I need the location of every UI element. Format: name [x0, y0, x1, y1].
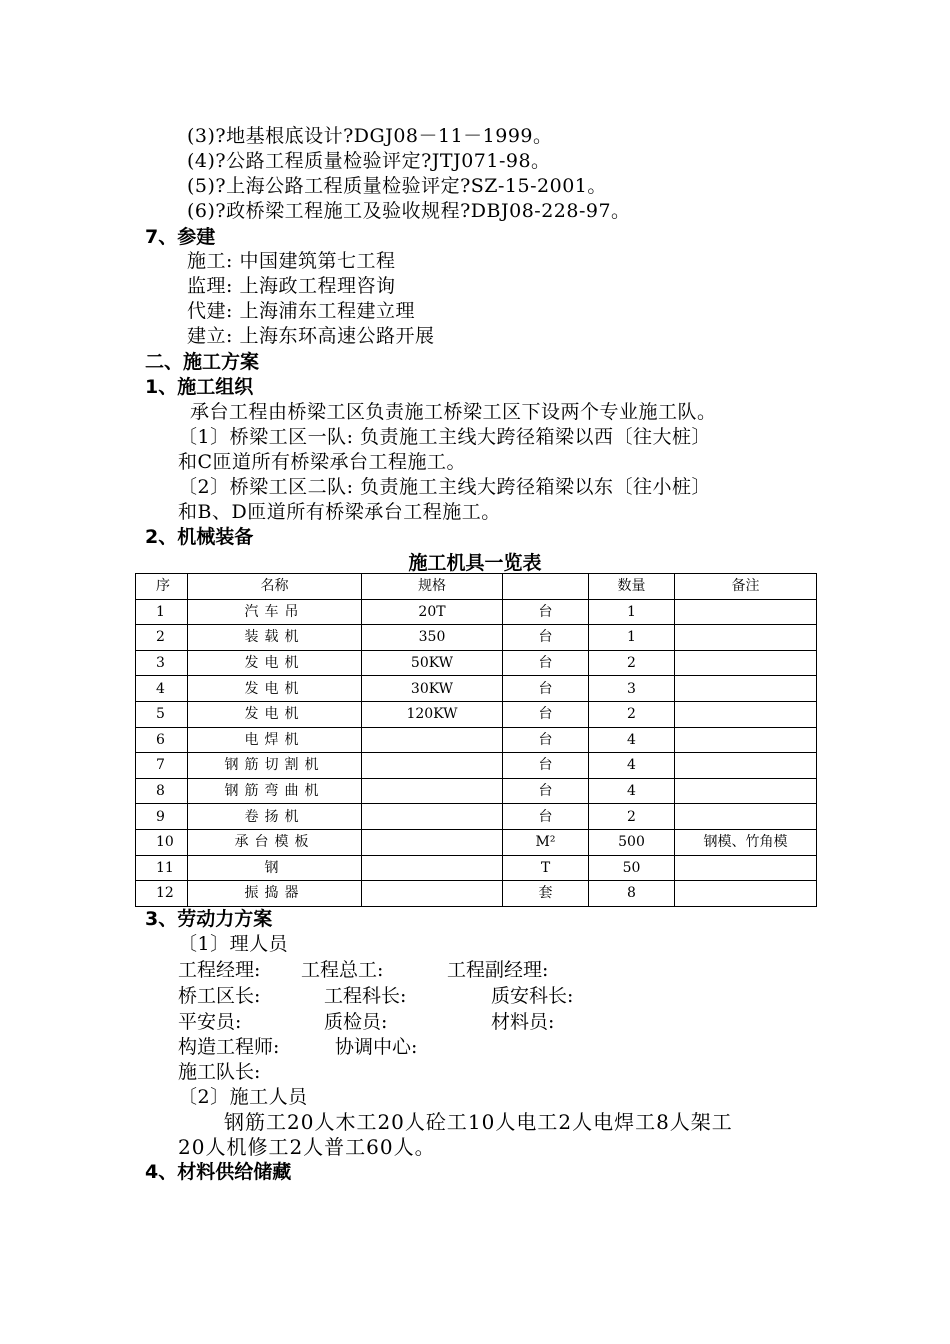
- table-cell: 8: [136, 778, 188, 804]
- workers-heading: 〔2〕施工人员: [178, 1086, 308, 1108]
- table-cell: 电焊机: [188, 727, 362, 753]
- role-label: 桥工区长:: [178, 985, 261, 1007]
- table-row: [136, 676, 817, 702]
- organization-line: 承台工程由桥梁工区负责施工桥梁工区下设两个专业施工队。: [190, 401, 717, 423]
- participant-item: 代建: 上海浦东工程建立理: [187, 300, 415, 322]
- table-cell: 20T: [362, 599, 503, 625]
- table-cell: [362, 829, 503, 855]
- table-cell: 装载机: [188, 625, 362, 651]
- standard-item: (5)?上海公路工程质量检验评定?SZ-15-2001。: [187, 175, 607, 197]
- role-label: 工程科长:: [324, 985, 407, 1007]
- table-header-cell: 数量: [589, 574, 675, 600]
- table-cell: 台: [503, 804, 589, 830]
- section-heading-participants: 7、参建: [145, 226, 216, 248]
- table-cell: [362, 727, 503, 753]
- table-cell: [675, 778, 817, 804]
- table-cell: [362, 804, 503, 830]
- table-cell: 台: [503, 676, 589, 702]
- table-cell: 发电机: [188, 676, 362, 702]
- table-cell: 2: [589, 701, 675, 727]
- table-cell: 台: [503, 778, 589, 804]
- table-cell: 台: [503, 753, 589, 779]
- table-cell: 2: [589, 804, 675, 830]
- table-cell: 台: [503, 701, 589, 727]
- table-cell: [675, 881, 817, 907]
- table-cell: 1: [589, 625, 675, 651]
- section-heading-organization: 1、施工组织: [145, 376, 254, 398]
- role-label: 质安科长:: [491, 985, 574, 1007]
- table-cell: 500: [589, 829, 675, 855]
- table-header-cell: [503, 574, 589, 600]
- table-row: [136, 599, 817, 625]
- table-cell: [675, 753, 817, 779]
- table-cell: 12: [136, 881, 188, 907]
- table-row: [136, 855, 817, 881]
- participant-item: 监理: 上海政工程理咨询: [187, 275, 396, 297]
- table-header-cell: 名称: [188, 574, 362, 600]
- table-cell: 30KW: [362, 676, 503, 702]
- role-label: 构造工程师:: [178, 1036, 280, 1058]
- table-cell: 承台模板: [188, 829, 362, 855]
- table-cell: 9: [136, 804, 188, 830]
- role-label: 施工队长:: [178, 1061, 261, 1083]
- part-heading-construction-plan: 二、施工方案: [145, 351, 260, 373]
- table-cell: 卷扬机: [188, 804, 362, 830]
- table-cell: [675, 804, 817, 830]
- table-cell: 11: [136, 855, 188, 881]
- table-cell: M²: [503, 829, 589, 855]
- table-cell: [675, 855, 817, 881]
- table-cell: 120KW: [362, 701, 503, 727]
- section-heading-labor: 3、劳动力方案: [145, 908, 273, 930]
- table-cell: 2: [136, 625, 188, 651]
- role-label: 平安员:: [178, 1011, 242, 1033]
- table-cell: 钢: [188, 855, 362, 881]
- standard-item: (4)?公路工程质量检验评定?JTJ071-98。: [187, 150, 551, 172]
- table-cell: [362, 778, 503, 804]
- table-cell: 汽车吊: [188, 599, 362, 625]
- table-cell: [362, 881, 503, 907]
- section-heading-machinery: 2、机械装备: [145, 526, 254, 548]
- workers-line: 20人机修工2人普工60人。: [178, 1135, 436, 1159]
- table-cell: 发电机: [188, 701, 362, 727]
- table-cell: 1: [589, 599, 675, 625]
- workers-line: 钢筋工20人木工20人砼工10人电工2人电焊工8人架工: [224, 1110, 733, 1134]
- table-cell: 4: [136, 676, 188, 702]
- organization-line: 〔2〕桥梁工区二队: 负责施工主线大跨径箱梁以东〔往小桩〕: [178, 476, 712, 498]
- table-row: [136, 625, 817, 651]
- table-header-row: [136, 574, 817, 600]
- table-row: [136, 701, 817, 727]
- role-label: 工程副经理:: [447, 959, 549, 981]
- table-cell: 1: [136, 599, 188, 625]
- table-header-cell: 备注: [675, 574, 817, 600]
- table-cell: 4: [589, 778, 675, 804]
- table-cell: [675, 701, 817, 727]
- table-cell: 钢筋切割机: [188, 753, 362, 779]
- table-cell: 钢模、竹角模: [675, 829, 817, 855]
- participant-item: 建立: 上海东环高速公路开展: [187, 325, 435, 347]
- role-label: 协调中心:: [335, 1036, 418, 1058]
- table-cell: [362, 753, 503, 779]
- role-label: 工程经理:: [178, 959, 261, 981]
- table-header-cell: 序: [136, 574, 188, 600]
- section-heading-material-supply: 4、材料供给储藏: [145, 1161, 292, 1183]
- table-cell: [675, 676, 817, 702]
- role-label: 材料员:: [491, 1011, 555, 1033]
- table-cell: 4: [589, 727, 675, 753]
- standard-item: (3)?地基根底设计?DGJ08－11－1999。: [187, 125, 553, 147]
- role-label: 质检员:: [324, 1011, 388, 1033]
- participant-item: 施工: 中国建筑第七工程: [187, 250, 396, 272]
- table-row: [136, 778, 817, 804]
- equipment-table: [135, 573, 817, 907]
- table-cell: [675, 625, 817, 651]
- table-cell: 发电机: [188, 650, 362, 676]
- table-cell: 振捣器: [188, 881, 362, 907]
- table-cell: 4: [589, 753, 675, 779]
- table-cell: 台: [503, 599, 589, 625]
- table-cell: 2: [589, 650, 675, 676]
- table-cell: 3: [589, 676, 675, 702]
- table-row: [136, 650, 817, 676]
- table-title: 施工机具一览表: [408, 552, 542, 574]
- table-row: [136, 753, 817, 779]
- table-cell: 6: [136, 727, 188, 753]
- table-cell: [675, 727, 817, 753]
- table-cell: T: [503, 855, 589, 881]
- organization-line: 〔1〕桥梁工区一队: 负责施工主线大跨径箱梁以西〔往大桩〕: [178, 426, 712, 448]
- table-cell: 3: [136, 650, 188, 676]
- table-cell: [675, 650, 817, 676]
- table-row: [136, 727, 817, 753]
- table-cell: 7: [136, 753, 188, 779]
- table-cell: [362, 855, 503, 881]
- table-cell: 钢筋弯曲机: [188, 778, 362, 804]
- table-row: [136, 829, 817, 855]
- management-heading: 〔1〕理人员: [178, 933, 289, 955]
- table-cell: 10: [136, 829, 188, 855]
- table-cell: 50: [589, 855, 675, 881]
- table-header-cell: 规格: [362, 574, 503, 600]
- table-cell: 50KW: [362, 650, 503, 676]
- table-cell: 台: [503, 625, 589, 651]
- table-cell: 5: [136, 701, 188, 727]
- table-row: [136, 881, 817, 907]
- organization-line: 和C匝道所有桥梁承台工程施工。: [178, 451, 467, 473]
- table-cell: 350: [362, 625, 503, 651]
- table-cell: [675, 599, 817, 625]
- role-label: 工程总工:: [301, 959, 384, 981]
- table-cell: 8: [589, 881, 675, 907]
- table-cell: 台: [503, 727, 589, 753]
- standard-item: (6)?政桥梁工程施工及验收规程?DBJ08-228-97。: [187, 200, 631, 222]
- table-cell: 台: [503, 650, 589, 676]
- table-row: [136, 804, 817, 830]
- organization-line: 和B、D匝道所有桥梁承台工程施工。: [178, 501, 501, 523]
- table-cell: 套: [503, 881, 589, 907]
